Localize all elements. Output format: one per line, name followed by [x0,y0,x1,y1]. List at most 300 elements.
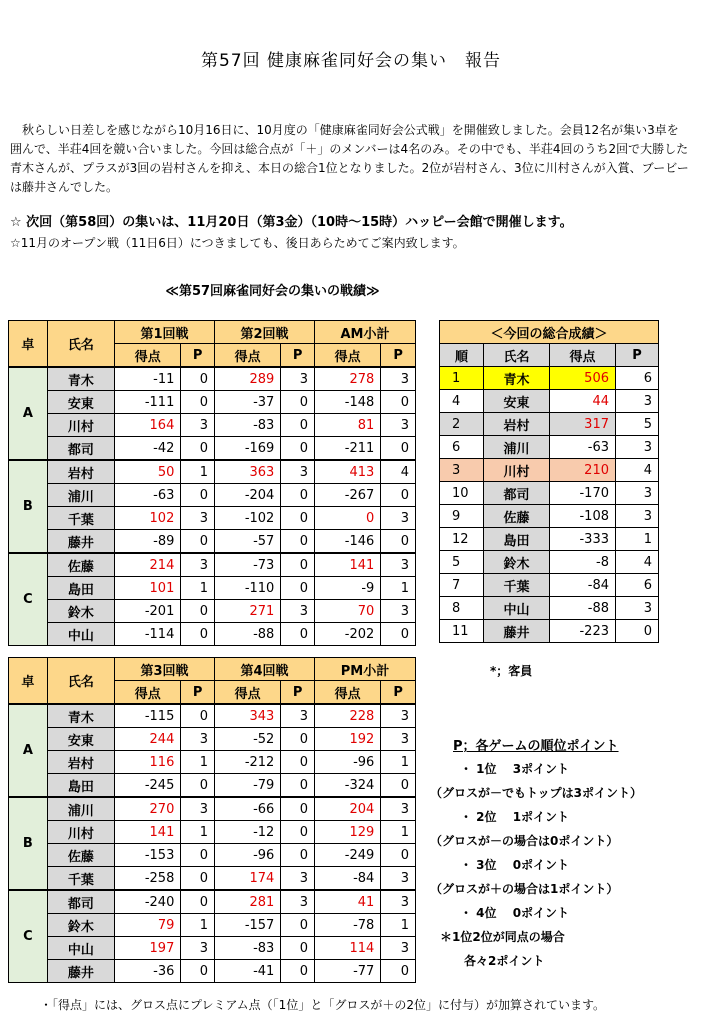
point-cell: 1 [181,914,215,937]
score-cell: -73 [215,553,281,577]
table-row [9,553,416,577]
score-cell: 271 [215,600,281,623]
subtotal-cell: 129 [315,821,381,844]
subtotal-point-cell: 0 [381,484,416,507]
score-cell: 141 [115,821,181,844]
header-score: 得点 [115,344,181,368]
score-cell: -57 [215,530,281,554]
score-cell: -37 [215,391,281,414]
overall-score: -170 [550,482,616,505]
score-cell: -79 [215,774,281,798]
score-cell: 102 [115,507,181,530]
table-row [9,367,416,391]
score-cell: -89 [115,530,181,554]
table-row [9,460,416,484]
subtotal-cell: -77 [315,960,381,983]
overall-point: 3 [616,597,659,620]
overall-score: -108 [550,505,616,528]
overall-row [440,528,659,551]
header-p: P [381,681,416,705]
score-cell: -157 [215,914,281,937]
results-subtitle: ≪第57回麻雀同好会の集いの戦績≫ [165,284,380,299]
overall-score: -63 [550,436,616,459]
subtotal-cell: -148 [315,391,381,414]
player-name: 都司 [47,890,114,914]
subtotal-cell: 228 [315,704,381,728]
point-cell: 0 [181,391,215,414]
score-cell: -66 [215,797,281,821]
overall-rank: 1 [440,367,484,390]
score-cell: 174 [215,867,281,891]
player-name: 中山 [47,937,114,960]
point-cell: 0 [281,960,315,983]
overall-score: -8 [550,551,616,574]
open-match-notice: ☆11月のオープン戦（11日6日）につきましても、後日あらためてご案内致します。 [10,236,465,250]
overall-results-table [439,320,659,643]
overall-row [440,505,659,528]
subtotal-cell: 41 [315,890,381,914]
subtotal-cell: 114 [315,937,381,960]
score-cell: -88 [215,623,281,646]
score-cell: -83 [215,414,281,437]
overall-row [440,413,659,436]
point-cell: 0 [181,530,215,554]
overall-rank: 4 [440,390,484,413]
subtotal-point-cell: 3 [381,414,416,437]
point-cell: 1 [181,821,215,844]
header-score: 得点 [315,344,381,368]
overall-header-rank: 順 [440,344,484,367]
point-cell: 0 [181,623,215,646]
table-row [9,728,416,751]
table-row [9,844,416,867]
points-rule-line: ・ 4位 0ポイント [460,906,570,920]
overall-title: ＜今回の総合成績＞ [440,321,659,344]
overall-point: 3 [616,390,659,413]
subtotal-cell: 81 [315,414,381,437]
overall-row [440,551,659,574]
header-p: P [181,681,215,705]
subtotal-point-cell: 0 [381,530,416,554]
table-row [9,937,416,960]
player-name: 藤井 [47,960,114,983]
overall-score: 210 [550,459,616,482]
overall-name: 浦川 [484,436,550,459]
point-cell: 0 [181,704,215,728]
score-cell: 116 [115,751,181,774]
subtotal-cell: 70 [315,600,381,623]
subtotal-point-cell: 3 [381,797,416,821]
score-cell: -96 [215,844,281,867]
overall-score: -88 [550,597,616,620]
header-round: 第4回戦 [215,658,315,681]
subtotal-point-cell: 0 [381,774,416,798]
overall-name: 川村 [484,459,550,482]
point-cell: 0 [281,507,315,530]
point-cell: 0 [181,890,215,914]
score-cell: -212 [215,751,281,774]
subtotal-point-cell: 1 [381,577,416,600]
score-cell: -153 [115,844,181,867]
point-cell: 1 [181,751,215,774]
subtotal-cell: -211 [315,437,381,461]
points-title: P；各ゲームの順位ポイント [453,739,619,754]
header-score: 得点 [315,681,381,705]
point-cell: 0 [181,367,215,391]
point-cell: 0 [181,844,215,867]
overall-point: 6 [616,367,659,390]
point-cell: 1 [181,460,215,484]
subtotal-point-cell: 3 [381,553,416,577]
overall-score: 317 [550,413,616,436]
point-cell: 3 [181,797,215,821]
footnote: ・「得点」には、グロス点にプレミアム点（「1位」と「グロスが＋の2位」に付与）が加算されています。 [40,998,605,1012]
table-row [9,704,416,728]
player-name: 川村 [47,414,114,437]
point-cell: 0 [281,728,315,751]
overall-score: -84 [550,574,616,597]
player-name: 青木 [47,704,114,728]
subtotal-point-cell: 3 [381,600,416,623]
overall-point: 3 [616,436,659,459]
header-table: 卓 [9,321,48,368]
score-cell: -41 [215,960,281,983]
player-name: 浦川 [47,797,114,821]
overall-score: 44 [550,390,616,413]
overall-row [440,390,659,413]
score-cell: 281 [215,890,281,914]
player-name: 鈴木 [47,600,114,623]
table-row [9,774,416,798]
table-row [9,600,416,623]
subtotal-cell: 204 [315,797,381,821]
subtotal-point-cell: 3 [381,728,416,751]
subtotal-cell: -267 [315,484,381,507]
overall-rank: 9 [440,505,484,528]
points-rule-line: （グロスが－の場合は0ポイント） [430,834,619,848]
player-name: 島田 [47,774,114,798]
header-p: P [281,681,315,705]
overall-rank: 8 [440,597,484,620]
header-round: 第3回戦 [115,658,215,681]
score-cell: -42 [115,437,181,461]
subtotal-cell: -84 [315,867,381,891]
overall-rank: 12 [440,528,484,551]
score-cell: 343 [215,704,281,728]
score-cell: -111 [115,391,181,414]
player-name: 佐藤 [47,553,114,577]
header-table: 卓 [9,658,48,705]
overall-rank: 10 [440,482,484,505]
header-p: P [281,344,315,368]
point-cell: 3 [181,414,215,437]
subtotal-cell: -146 [315,530,381,554]
score-cell: -11 [115,367,181,391]
subtotal-point-cell: 3 [381,890,416,914]
overall-rank: 11 [440,620,484,643]
overall-name: 青木 [484,367,550,390]
table-row [9,821,416,844]
player-name: 青木 [47,367,114,391]
overall-rank: 6 [440,436,484,459]
point-cell: 0 [281,797,315,821]
table-letter: B [9,797,48,890]
point-cell: 0 [281,751,315,774]
subtotal-point-cell: 1 [381,751,416,774]
score-cell: 197 [115,937,181,960]
overall-score: -333 [550,528,616,551]
overall-name: 安東 [484,390,550,413]
point-cell: 0 [281,821,315,844]
overall-rank: 2 [440,413,484,436]
overall-point: 1 [616,528,659,551]
overall-name: 都司 [484,482,550,505]
point-cell: 3 [281,867,315,891]
overall-row [440,620,659,643]
header-round: 第1回戦 [115,321,215,344]
subtotal-point-cell: 0 [381,437,416,461]
overall-rank: 7 [440,574,484,597]
table-row [9,623,416,646]
table-letter: A [9,704,48,797]
point-cell: 0 [281,484,315,507]
score-cell: 50 [115,460,181,484]
header-score: 得点 [215,344,281,368]
header-name: 氏名 [47,658,114,705]
player-name: 藤井 [47,530,114,554]
overall-point: 6 [616,574,659,597]
header-score: 得点 [215,681,281,705]
subtotal-point-cell: 3 [381,507,416,530]
table-row [9,414,416,437]
overall-point: 0 [616,620,659,643]
table-row [9,867,416,891]
points-rule-line: 各々2ポイント [464,954,545,968]
score-cell: -258 [115,867,181,891]
point-cell: 0 [281,914,315,937]
score-cell: -115 [115,704,181,728]
point-cell: 0 [181,484,215,507]
overall-row [440,574,659,597]
score-cell: -102 [215,507,281,530]
point-cell: 3 [281,460,315,484]
overall-name: 藤井 [484,620,550,643]
subtotal-point-cell: 3 [381,937,416,960]
overall-point: 4 [616,459,659,482]
subtotal-point-cell: 3 [381,704,416,728]
score-cell: -83 [215,937,281,960]
score-cell: -201 [115,600,181,623]
overall-name: 岩村 [484,413,550,436]
table-row [9,484,416,507]
overall-point: 3 [616,482,659,505]
header-round: AM小計 [315,321,416,344]
table-letter: C [9,890,48,983]
point-cell: 0 [281,414,315,437]
subtotal-point-cell: 3 [381,367,416,391]
player-name: 浦川 [47,484,114,507]
subtotal-cell: -96 [315,751,381,774]
subtotal-cell: -202 [315,623,381,646]
score-cell: -36 [115,960,181,983]
point-cell: 3 [181,553,215,577]
point-cell: 3 [181,937,215,960]
overall-row [440,436,659,459]
point-cell: 0 [181,437,215,461]
point-cell: 3 [281,367,315,391]
score-cell: 79 [115,914,181,937]
player-name: 千葉 [47,867,114,891]
overall-score: 506 [550,367,616,390]
table-row [9,391,416,414]
player-name: 佐藤 [47,844,114,867]
guest-note: *；客員 [490,664,533,678]
overall-rank: 5 [440,551,484,574]
overall-name: 千葉 [484,574,550,597]
score-cell: 289 [215,367,281,391]
overall-header-score: 得点 [550,344,616,367]
header-round: PM小計 [315,658,416,681]
subtotal-cell: 278 [315,367,381,391]
overall-header-name: 氏名 [484,344,550,367]
point-cell: 0 [281,437,315,461]
player-name: 千葉 [47,507,114,530]
point-cell: 3 [181,728,215,751]
header-p: P [181,344,215,368]
subtotal-point-cell: 0 [381,623,416,646]
point-cell: 0 [281,844,315,867]
score-cell: -245 [115,774,181,798]
header-round: 第2回戦 [215,321,315,344]
table-letter: B [9,460,48,553]
next-meeting-notice: ☆ 次回（第58回）の集いは、11月20日（第3金）（10時～15時）ハッピー会館で開催します。 [10,215,573,230]
score-cell: 270 [115,797,181,821]
table-row [9,797,416,821]
overall-row [440,597,659,620]
table-row [9,507,416,530]
table-row [9,437,416,461]
player-name: 岩村 [47,460,114,484]
points-rule-line: ・ 3位 0ポイント [460,858,570,872]
page-title: 第57回 健康麻雀同好会の集い 報告 [200,51,502,71]
score-cell: -169 [215,437,281,461]
points-rule-line: ・ 1位 3ポイント [460,762,570,776]
subtotal-cell: -9 [315,577,381,600]
score-cell: -63 [115,484,181,507]
point-cell: 0 [181,960,215,983]
point-cell: 0 [281,937,315,960]
point-cell: 0 [181,774,215,798]
table-letter: A [9,367,48,460]
am-results-table [8,320,416,646]
overall-name: 島田 [484,528,550,551]
point-cell: 0 [281,530,315,554]
overall-name: 中山 [484,597,550,620]
overall-point: 5 [616,413,659,436]
score-cell: 101 [115,577,181,600]
points-rule-line: （グロスが＋の場合は1ポイント） [430,882,619,896]
subtotal-cell: 192 [315,728,381,751]
overall-point: 4 [616,551,659,574]
point-cell: 0 [281,577,315,600]
score-cell: -204 [215,484,281,507]
header-score: 得点 [115,681,181,705]
table-row [9,960,416,983]
score-cell: 214 [115,553,181,577]
table-row [9,914,416,937]
subtotal-cell: -324 [315,774,381,798]
subtotal-point-cell: 1 [381,821,416,844]
point-cell: 1 [181,577,215,600]
report-paragraph: 秋らしい日差しを感じながら10月16日に、10月度の「健康麻雀同好会公式戦」を開催致しました。会員12名が集い3卓を囲んで、半荘4回を競い合いました。今回は総合点が「＋」のメンバーは4名のみ。その中でも、半荘4回のうち2回で大勝した青木さんが、プラスが3回の岩村さんを抑え、本日の総合1位となりました。2位が岩村さん、3位に川村さんが入賞、ブービーは藤井さんでした。 [10,123,689,194]
score-cell: -114 [115,623,181,646]
header-p: P [381,344,416,368]
point-cell: 0 [181,600,215,623]
points-rule-line: ・ 2位 1ポイント [460,810,570,824]
table-row [9,890,416,914]
score-cell: -12 [215,821,281,844]
overall-header-p: P [616,344,659,367]
point-cell: 0 [281,623,315,646]
points-rule-line: ＊1位2位が同点の場合 [440,930,565,944]
player-name: 川村 [47,821,114,844]
score-cell: 363 [215,460,281,484]
player-name: 島田 [47,577,114,600]
player-name: 中山 [47,623,114,646]
score-cell: -240 [115,890,181,914]
subtotal-point-cell: 3 [381,867,416,891]
subtotal-point-cell: 4 [381,460,416,484]
points-rule-line: （グロスが－でもトップは3ポイント） [430,786,642,800]
table-row [9,751,416,774]
subtotal-cell: 413 [315,460,381,484]
overall-point: 3 [616,505,659,528]
overall-row [440,482,659,505]
overall-score: -223 [550,620,616,643]
subtotal-cell: 141 [315,553,381,577]
table-letter: C [9,553,48,646]
overall-row [440,459,659,482]
point-cell: 0 [281,774,315,798]
score-cell: -52 [215,728,281,751]
subtotal-cell: -78 [315,914,381,937]
score-cell: 244 [115,728,181,751]
player-name: 安東 [47,391,114,414]
subtotal-cell: -249 [315,844,381,867]
subtotal-point-cell: 0 [381,960,416,983]
pm-results-table [8,657,416,983]
point-cell: 0 [281,553,315,577]
point-cell: 0 [281,391,315,414]
subtotal-point-cell: 0 [381,844,416,867]
overall-name: 鈴木 [484,551,550,574]
header-name: 氏名 [47,321,114,368]
score-cell: 164 [115,414,181,437]
point-cell: 3 [281,704,315,728]
overall-name: 佐藤 [484,505,550,528]
point-cell: 3 [281,890,315,914]
point-cell: 0 [181,867,215,891]
table-row [9,530,416,554]
subtotal-cell: 0 [315,507,381,530]
subtotal-point-cell: 0 [381,391,416,414]
player-name: 鈴木 [47,914,114,937]
overall-rank: 3 [440,459,484,482]
point-cell: 3 [181,507,215,530]
score-cell: -110 [215,577,281,600]
player-name: 都司 [47,437,114,461]
overall-row [440,367,659,390]
